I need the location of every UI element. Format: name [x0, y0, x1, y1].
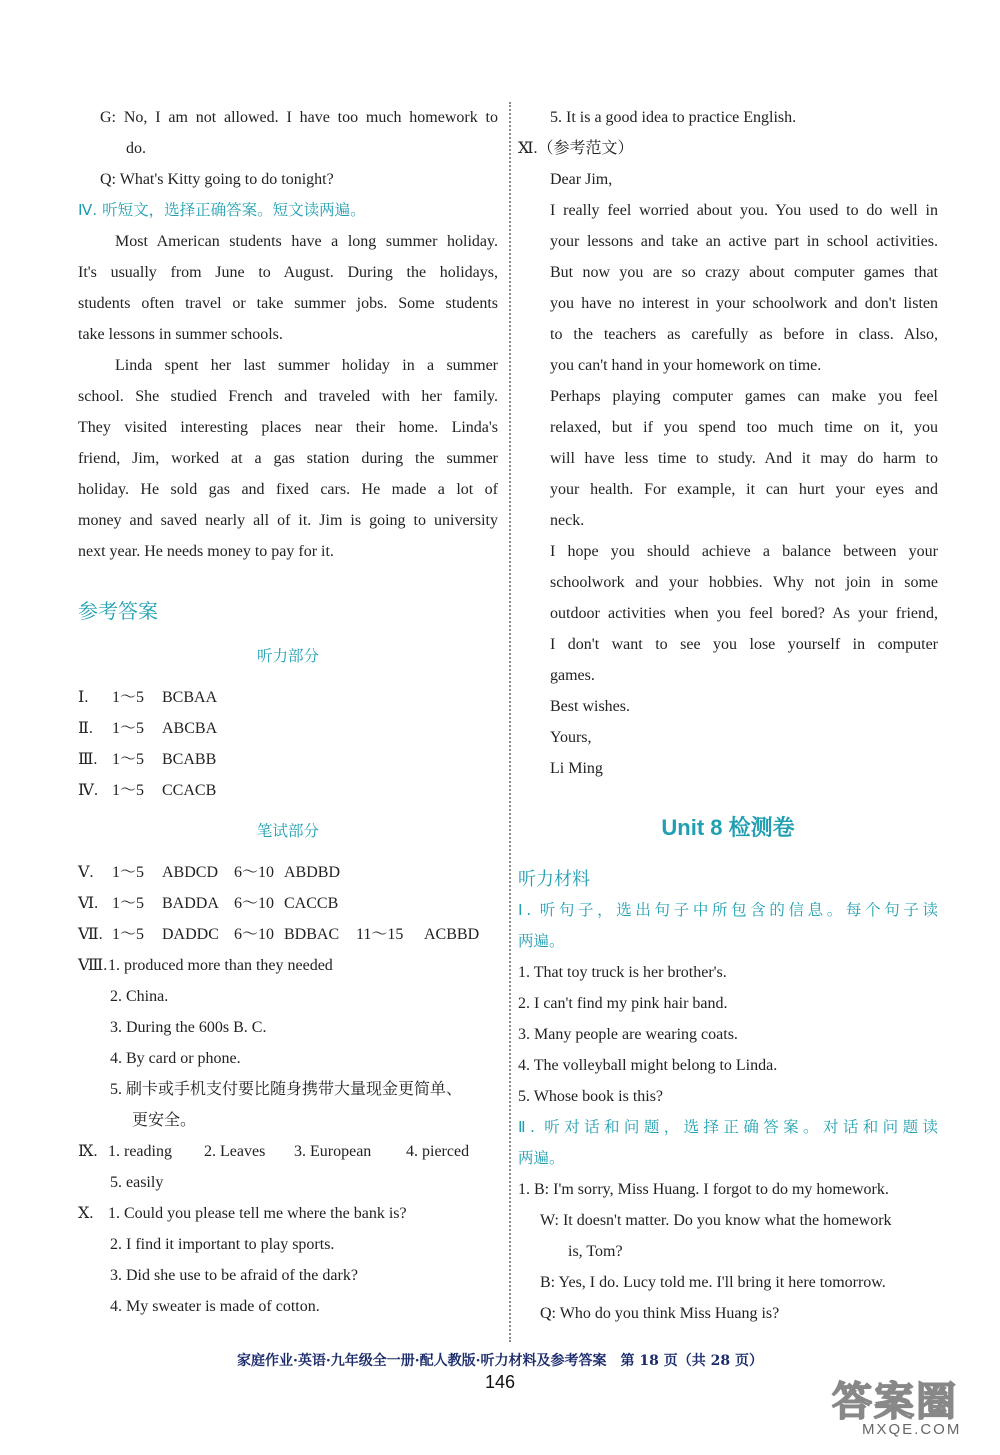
- letter-line: I really feel worried about you. You used to do well in: [550, 202, 938, 219]
- letter-line: outdoor activities when you feel bored? As your friend,: [550, 605, 938, 622]
- letter-line: Perhaps playing computer games can make you feel: [550, 388, 938, 405]
- passage-line: friend, Jim, worked at a gas station during the summer: [78, 450, 498, 467]
- passage-line: school. She studied French and traveled with her family.: [78, 388, 498, 405]
- script-line: G: No, I am not allowed. I have too much homework to: [100, 109, 498, 126]
- letter-line: you can't hand in your homework on time.: [550, 357, 822, 374]
- letter-line: your lessons and take an active part in school activities.: [550, 233, 938, 250]
- answer-item: 5. 刷卡或手机支付要比随身携带大量现金更简单、: [110, 1081, 463, 1098]
- left-column: [78, 102, 498, 1322]
- answer-item: 5. easily: [110, 1174, 164, 1191]
- section-heading: Ⅳ. 听短文，选择正确答案。短文读两遍。: [78, 201, 366, 219]
- listening-item: 5. Whose book is this?: [518, 1088, 664, 1105]
- answer-item: 3. During the 600s B. C.: [110, 1019, 267, 1036]
- watermark-logo: [832, 1370, 992, 1450]
- script-line: do.: [126, 140, 146, 157]
- letter-signature: Li Ming: [550, 760, 603, 777]
- dialogue-line: is, Tom?: [568, 1243, 623, 1260]
- answer-item: 4. My sweater is made of cotton.: [110, 1298, 320, 1315]
- answer-row: Ⅲ. 1～5 BCABB: [78, 751, 217, 768]
- answer-item: 2. I find it important to play sports.: [110, 1236, 335, 1253]
- passage-line: take lessons in summer schools.: [78, 326, 283, 343]
- letter-line: But now you are so crazy about computer games that: [550, 264, 938, 281]
- letter-line: games.: [550, 667, 595, 684]
- dialogue-line: W: It doesn't matter. Do you know what the homework: [540, 1212, 892, 1229]
- letter-line: I don't want to see you lose yourself in computer: [550, 636, 938, 653]
- answer-row: Ⅰ. 1～5 BCBAA: [78, 689, 218, 706]
- section-heading: 两遍。: [518, 932, 565, 950]
- page-footer: 家庭作业·英语·九年级全一册·配人教版·听力材料及参考答案 第 18 页（共 28 页）: [237, 1353, 763, 1369]
- listening-item: 3. Many people are wearing coats.: [518, 1026, 738, 1043]
- passage-line: They visited interesting places near their home. Linda's: [78, 419, 498, 436]
- letter-greeting: Dear Jim,: [550, 171, 613, 188]
- answer-item: 4. By card or phone.: [110, 1050, 241, 1067]
- watermark-url: MXQE.COM: [862, 1421, 962, 1438]
- listening-item: 1. That toy truck is her brother's.: [518, 964, 727, 981]
- letter-line: schoolwork and your hobbies. Why not join in some: [550, 574, 938, 591]
- letter-line: your health. For example, it can hurt your eyes and: [550, 481, 938, 498]
- section-heading: Ⅺ.（参考范文）: [518, 140, 634, 157]
- answer-row: Ⅹ. 1. Could you please tell me where the bank is?: [78, 1205, 407, 1222]
- answer-row: Ⅷ. 1. produced more than they needed: [78, 957, 333, 974]
- dialogue-line: Q: Who do you think Miss Huang is?: [540, 1305, 780, 1322]
- listening-material-heading: 听力材料: [518, 869, 590, 890]
- page-number: 146: [484, 1372, 516, 1392]
- right-column: [518, 102, 938, 1329]
- answer-row: Ⅴ. 1～5 ABDCD 6～10 ABDBD: [78, 864, 341, 881]
- answer-row: Ⅱ. 1～5 ABCBA: [78, 720, 218, 737]
- dialogue-line: 1. B: I'm sorry, Miss Huang. I forgot to do my homework.: [518, 1181, 889, 1198]
- answer-row: Ⅸ. 1. reading 2. Leaves 3. European 4. pierced: [78, 1143, 470, 1160]
- letter-line: will have less time to study. And it may do harm to: [550, 450, 938, 467]
- letter-line: to the teachers as carefully as before in class. Also,: [550, 326, 938, 343]
- dialogue-line: B: Yes, I do. Lucy told me. I'll bring it here tomorrow.: [540, 1274, 886, 1291]
- answer-row: Ⅶ. 1～5 DADDC 6～10 BDBAC 11～15 ACBBD: [78, 926, 480, 943]
- unit-title: Unit 8 检测卷: [661, 815, 795, 840]
- letter-closing: Best wishes.: [550, 698, 630, 715]
- letter-line: I hope you should achieve a balance between your: [550, 543, 938, 560]
- letter-line: neck.: [550, 512, 585, 529]
- answer-item: 3. Did she use to be afraid of the dark?: [110, 1267, 358, 1284]
- letter-line: relaxed, but if you spend too much time on it, you: [550, 419, 938, 436]
- section-heading: 两遍。: [518, 1149, 565, 1167]
- letter-closing: Yours,: [550, 729, 592, 746]
- column-divider: [509, 102, 511, 1342]
- listening-item: 4. The volleyball might belong to Linda.: [518, 1057, 778, 1074]
- passage-line: next year. He needs money to pay for it.: [78, 543, 334, 560]
- passage-line: Linda spent her last summer holiday in a summer: [115, 357, 498, 374]
- answer-item: 5. It is a good idea to practice English.: [550, 109, 797, 126]
- passage-line: holiday. He sold gas and fixed cars. He made a lot of: [78, 481, 498, 498]
- section-heading: Ⅱ. 听对话和问题，选择正确答案。对话和问题读: [518, 1118, 938, 1136]
- watermark-text: 答案圈: [832, 1379, 958, 1425]
- letter-line: you have no interest in your schoolwork and don't listen: [550, 295, 938, 312]
- answer-item: 2. China.: [110, 988, 169, 1005]
- passage-line: Most American students have a long summer holiday.: [115, 233, 498, 250]
- answer-row: Ⅵ. 1～5 BADDA 6～10 CACCB: [78, 895, 339, 912]
- letter-body: [518, 195, 938, 784]
- listening-part-heading: 听力部分: [256, 647, 319, 665]
- passage-line: It's usually from June to August. During the holidays,: [78, 264, 498, 281]
- passage-line: students often travel or take summer jobs. Some students: [78, 295, 498, 312]
- script-line: Q: What's Kitty going to do tonight?: [100, 171, 334, 188]
- passage-line: money and saved nearly all of it. Jim is going to university: [78, 512, 498, 529]
- listening-item: 2. I can't find my pink hair band.: [518, 995, 728, 1012]
- section-heading: Ⅰ. 听句子，选出句子中所包含的信息。每个句子读: [518, 901, 938, 919]
- writing-part-heading: 笔试部分: [256, 822, 319, 840]
- answers-heading: 参考答案: [78, 599, 158, 623]
- answer-item: 更安全。: [132, 1112, 197, 1129]
- answer-row: Ⅳ. 1～5 CCACB: [78, 782, 217, 799]
